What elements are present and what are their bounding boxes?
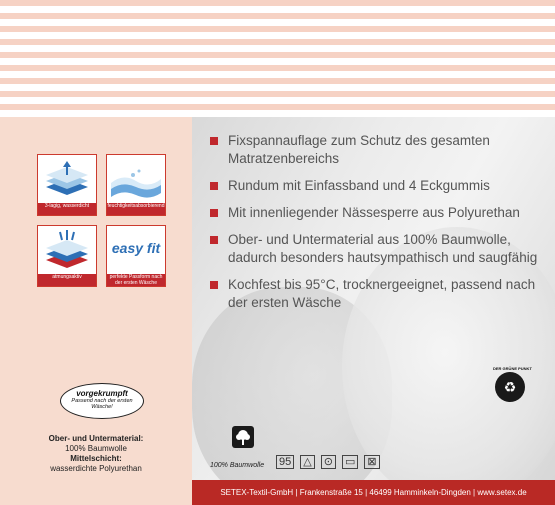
feature-item: Kochfest bis 95°C, trocknergeeignet, passend nach der ersten Wäsche [210, 276, 545, 312]
feature-item: Fixspannauflage zum Schutz des gesamten Matratzenbereichs [210, 132, 545, 168]
tile-caption: perfekte Passform nach der ersten Wäsche [107, 274, 165, 286]
bleach-icon: △ [300, 455, 314, 469]
tile-waterproof [37, 154, 97, 216]
no-dryclean-icon: ⊠ [364, 455, 379, 469]
wash-95-icon: 95 [276, 455, 294, 469]
footer-bar: SETEX-Textil-GmbH | Frankenstraße 15 | 46499 Hamminkeln-Dingden | www.setex.de [192, 480, 555, 505]
badge-subtitle: Passend nach der ersten Wäsche! [71, 398, 133, 410]
iron-icon: ▭ [342, 455, 358, 469]
tile-breathable [37, 225, 97, 287]
material-value: 100% Baumwolle [65, 444, 127, 453]
feature-item: Mit innenliegender Nässesperre aus Polyurethan [210, 204, 545, 222]
bullet-icon [210, 209, 218, 217]
gruener-punkt-icon: ♻ [495, 372, 525, 402]
tile-caption: feuchtigkeitsabsorbierend [107, 203, 165, 215]
decorative-stripes [0, 0, 555, 117]
cotton-icon [232, 426, 254, 448]
bullet-icon [210, 182, 218, 190]
dry-icon: ⊙ [321, 455, 336, 469]
easy-fit-logo-icon: easy fit [111, 240, 161, 256]
cotton-label: 100% Baumwolle [210, 462, 265, 469]
preshrunk-badge [60, 383, 144, 419]
breathable-layers-icon [40, 228, 94, 276]
tile-caption: atmungsaktiv [38, 274, 96, 286]
feature-list [210, 132, 545, 321]
material-value: wasserdichte Polyurethan [50, 464, 142, 473]
bullet-icon [210, 137, 218, 145]
tile-easy-fit [106, 225, 166, 287]
bullet-icon [210, 281, 218, 289]
material-label: Mittelschicht: [70, 454, 122, 463]
materials-info [0, 434, 192, 474]
layers-arrow-icon [40, 157, 94, 205]
feature-item: Ober- und Untermaterial aus 100% Baumwolle, dadurch besonders hautsympathisch und saugfähig [210, 231, 545, 267]
tile-caption: 3-lagig, wasserdicht [38, 203, 96, 215]
feature-item: Rundum mit Einfassband und 4 Eckgummis [210, 177, 545, 195]
absorb-wave-icon [109, 157, 163, 205]
material-label: Ober- und Untermaterial: [48, 434, 144, 443]
gruener-punkt-label: DER GRÜNE PUNKT [493, 366, 532, 371]
care-symbols [276, 455, 380, 469]
badge-title: vorgekrumpft [76, 389, 128, 398]
tile-absorbent [106, 154, 166, 216]
bullet-icon [210, 236, 218, 244]
